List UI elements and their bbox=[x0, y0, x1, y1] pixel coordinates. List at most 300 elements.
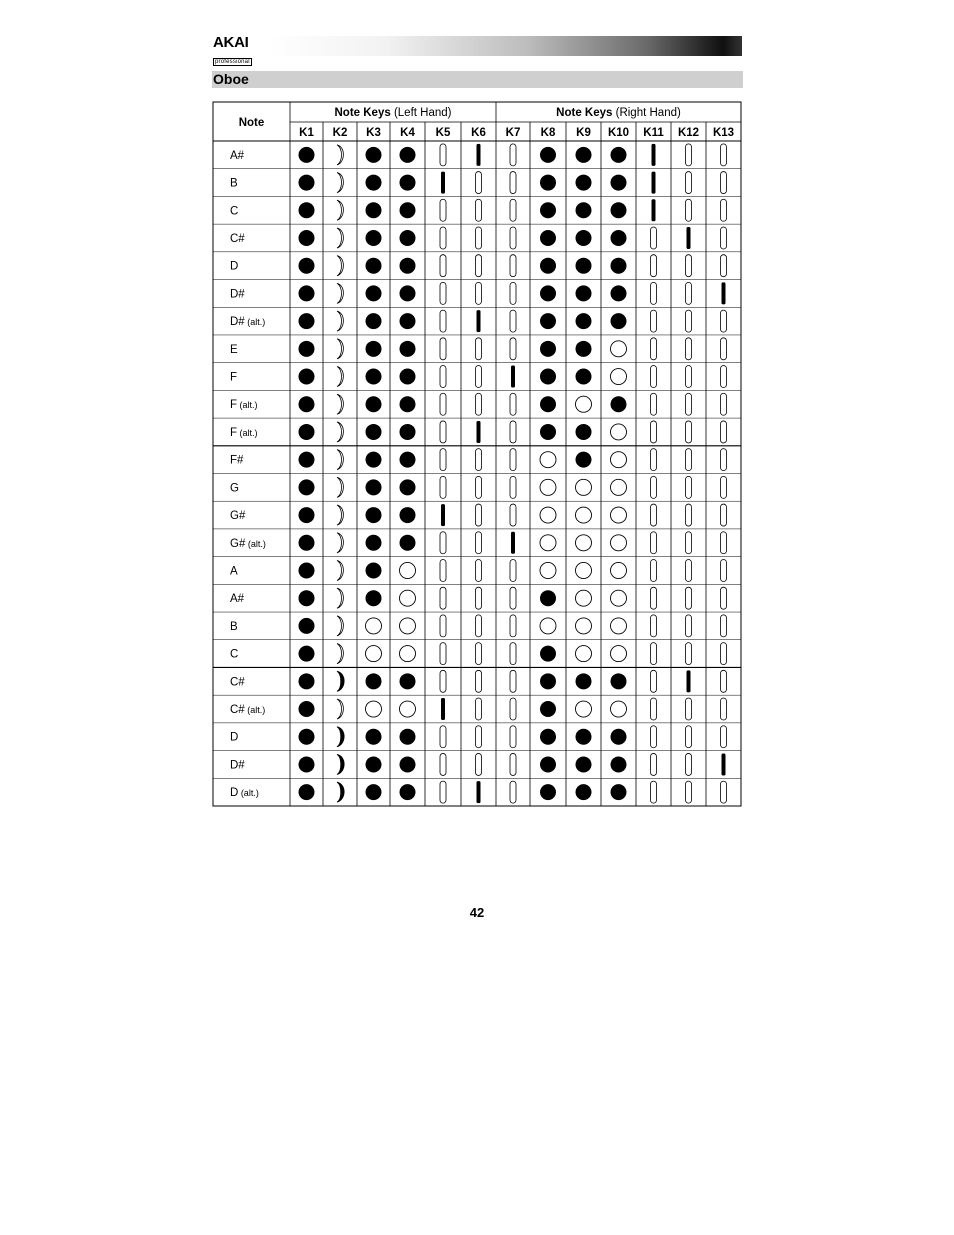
row-21-k10-open-circle bbox=[611, 701, 627, 717]
row-8-k5-open-pill bbox=[440, 338, 446, 360]
row-19-k11-open-pill bbox=[651, 643, 657, 665]
row-8-k8-filled-circle bbox=[540, 341, 556, 357]
row-21-k1-filled-circle bbox=[299, 701, 315, 717]
row-24-k12-open-pill bbox=[686, 781, 692, 803]
row-18-k13-open-pill bbox=[721, 615, 727, 637]
row-9-k6-open-pill bbox=[476, 366, 482, 388]
row-22-k5-open-pill bbox=[440, 726, 446, 748]
row-10-k5-open-pill bbox=[440, 393, 446, 415]
note-name: D bbox=[230, 260, 239, 273]
row-14-k4-filled-circle bbox=[400, 507, 416, 523]
row-17-k12-open-pill bbox=[686, 587, 692, 609]
row-7-k2-open-crescent bbox=[337, 311, 343, 331]
row-18-k4-open-circle bbox=[400, 618, 416, 634]
row-4-k11-open-pill bbox=[651, 227, 657, 249]
row-15-k11-open-pill bbox=[651, 532, 657, 554]
row-18-k9-open-circle bbox=[576, 618, 592, 634]
row-16-k6-open-pill bbox=[476, 559, 482, 581]
row-22-k3-filled-circle bbox=[366, 729, 382, 745]
row-8-k6-open-pill bbox=[476, 338, 482, 360]
row-1-k7-open-pill bbox=[510, 144, 516, 166]
row-13-k5-open-pill bbox=[440, 476, 446, 498]
row-10-k1-filled-circle bbox=[299, 396, 315, 412]
row-4-k10-filled-circle bbox=[611, 230, 627, 246]
row-9-k10-open-circle bbox=[611, 369, 627, 385]
row-18-k6-open-pill bbox=[476, 615, 482, 637]
row-15-k2-open-crescent bbox=[337, 533, 343, 553]
row-16-k13-open-pill bbox=[721, 559, 727, 581]
row-1-k13-open-pill bbox=[721, 144, 727, 166]
key-header-k1: K1 bbox=[299, 127, 314, 139]
row-18-k12-open-pill bbox=[686, 615, 692, 637]
logo-brand: AKAI bbox=[213, 34, 249, 51]
note-name: D# bbox=[230, 316, 245, 329]
note-alt-label: (alt.) bbox=[245, 538, 266, 549]
note-header: Note bbox=[238, 117, 265, 129]
row-4-k9-filled-circle bbox=[576, 230, 592, 246]
row-21-k11-open-pill bbox=[651, 698, 657, 720]
row-10-k10-filled-circle bbox=[611, 396, 627, 412]
row-14-k7-open-pill bbox=[510, 504, 516, 526]
row-9-k1-filled-circle bbox=[299, 369, 315, 385]
row-12-k3-filled-circle bbox=[366, 452, 382, 468]
row-20-k3-filled-circle bbox=[366, 673, 382, 689]
row-1-k1-filled-circle bbox=[299, 147, 315, 163]
row-16-k8-open-circle bbox=[540, 562, 556, 578]
note-alt-label: (alt.) bbox=[244, 317, 266, 328]
row-5-k10-filled-circle bbox=[611, 258, 627, 274]
row-19-k1-filled-circle bbox=[299, 646, 315, 662]
row-7-k9-filled-circle bbox=[576, 313, 592, 329]
row-1-k2-open-crescent bbox=[337, 145, 343, 165]
row-6-k11-open-pill bbox=[651, 282, 657, 304]
note-label-row-23 bbox=[230, 759, 245, 771]
row-15-k3-filled-circle bbox=[366, 535, 382, 551]
row-8-k10-open-circle bbox=[611, 341, 627, 357]
row-12-k5-open-pill bbox=[440, 449, 446, 471]
note-name: D# bbox=[230, 288, 245, 301]
row-10-k8-filled-circle bbox=[540, 396, 556, 412]
row-11-k7-open-pill bbox=[510, 421, 516, 443]
row-6-k6-open-pill bbox=[476, 282, 482, 304]
row-12-k1-filled-circle bbox=[299, 452, 315, 468]
row-17-k5-open-pill bbox=[440, 587, 446, 609]
row-24-k11-open-pill bbox=[651, 781, 657, 803]
note-alt-label: (alt.) bbox=[237, 400, 258, 411]
row-20-k12-filled-bar bbox=[687, 670, 691, 692]
note-label-row-20 bbox=[230, 676, 245, 688]
key-header-k9: K9 bbox=[576, 127, 591, 139]
row-12-k13-open-pill bbox=[721, 449, 727, 471]
row-5-k9-filled-circle bbox=[576, 258, 592, 274]
row-14-k5-filled-bar bbox=[441, 504, 445, 526]
row-7-k6-filled-bar bbox=[477, 310, 481, 332]
note-name: E bbox=[230, 343, 238, 356]
row-22-k8-filled-circle bbox=[540, 729, 556, 745]
row-8-k7-open-pill bbox=[510, 338, 516, 360]
note-label-row-8 bbox=[230, 344, 238, 356]
row-2-k12-open-pill bbox=[686, 172, 692, 194]
row-15-k12-open-pill bbox=[686, 532, 692, 554]
row-4-k7-open-pill bbox=[510, 227, 516, 249]
row-16-k11-open-pill bbox=[651, 559, 657, 581]
row-9-k8-filled-circle bbox=[540, 369, 556, 385]
row-9-k13-open-pill bbox=[721, 366, 727, 388]
row-22-k4-filled-circle bbox=[400, 729, 416, 745]
row-18-k3-open-circle bbox=[366, 618, 382, 634]
row-19-k3-open-circle bbox=[366, 646, 382, 662]
row-22-k9-filled-circle bbox=[576, 729, 592, 745]
row-11-k12-open-pill bbox=[686, 421, 692, 443]
row-24-k1-filled-circle bbox=[299, 784, 315, 800]
note-label-row-13 bbox=[230, 482, 239, 494]
row-4-k13-open-pill bbox=[721, 227, 727, 249]
note-name: D bbox=[230, 787, 239, 800]
row-15-k6-open-pill bbox=[476, 532, 482, 554]
row-12-k11-open-pill bbox=[651, 449, 657, 471]
row-19-k6-open-pill bbox=[476, 643, 482, 665]
key-header-k6: K6 bbox=[471, 127, 486, 139]
row-18-k5-open-pill bbox=[440, 615, 446, 637]
row-7-k8-filled-circle bbox=[540, 313, 556, 329]
row-17-k8-filled-circle bbox=[540, 590, 556, 606]
note-alt-label: (alt.) bbox=[244, 705, 266, 716]
row-4-k6-open-pill bbox=[476, 227, 482, 249]
row-7-k5-open-pill bbox=[440, 310, 446, 332]
note-name: G bbox=[230, 482, 239, 495]
row-2-k13-open-pill bbox=[721, 172, 727, 194]
row-15-k4-filled-circle bbox=[400, 535, 416, 551]
row-20-k2-filled-crescent bbox=[337, 671, 344, 691]
row-7-k13-open-pill bbox=[721, 310, 727, 332]
key-header-k4: K4 bbox=[400, 127, 415, 139]
row-5-k4-filled-circle bbox=[400, 258, 416, 274]
note-name: F# bbox=[230, 454, 244, 467]
row-5-k5-open-pill bbox=[440, 255, 446, 277]
row-18-k8-open-circle bbox=[540, 618, 556, 634]
row-2-k3-filled-circle bbox=[366, 175, 382, 191]
note-name: A# bbox=[230, 149, 245, 162]
row-6-k1-filled-circle bbox=[299, 285, 315, 301]
note-label-row-17 bbox=[230, 593, 245, 605]
right-hand-header-rest: (Right Hand) bbox=[612, 107, 681, 119]
row-5-k8-filled-circle bbox=[540, 258, 556, 274]
row-10-k11-open-pill bbox=[651, 393, 657, 415]
row-2-k11-filled-bar bbox=[652, 172, 656, 194]
note-name: F bbox=[230, 399, 238, 412]
row-6-k3-filled-circle bbox=[366, 285, 382, 301]
row-1-k6-filled-bar bbox=[477, 144, 481, 166]
note-label-row-16 bbox=[230, 565, 238, 577]
row-6-k7-open-pill bbox=[510, 282, 516, 304]
row-6-k10-filled-circle bbox=[611, 285, 627, 301]
row-17-k11-open-pill bbox=[651, 587, 657, 609]
row-11-k2-open-crescent bbox=[337, 422, 343, 442]
row-11-k10-open-circle bbox=[611, 424, 627, 440]
row-16-k9-open-circle bbox=[576, 562, 592, 578]
row-3-k7-open-pill bbox=[510, 199, 516, 221]
row-11-k6-filled-bar bbox=[477, 421, 481, 443]
row-22-k13-open-pill bbox=[721, 726, 727, 748]
row-21-k3-open-circle bbox=[366, 701, 382, 717]
row-15-k7-filled-bar bbox=[511, 532, 515, 554]
row-6-k12-open-pill bbox=[686, 282, 692, 304]
row-17-k2-open-crescent bbox=[337, 588, 343, 608]
key-header-k12: K12 bbox=[677, 127, 700, 139]
row-3-k13-open-pill bbox=[721, 199, 727, 221]
row-2-k1-filled-circle bbox=[299, 175, 315, 191]
row-12-k7-open-pill bbox=[510, 449, 516, 471]
left-hand-header bbox=[335, 107, 452, 119]
row-11-k11-open-pill bbox=[651, 421, 657, 443]
note-name: C# bbox=[230, 676, 245, 689]
row-13-k9-open-circle bbox=[576, 479, 592, 495]
note-label-row-21 bbox=[230, 704, 265, 716]
row-17-k10-open-circle bbox=[611, 590, 627, 606]
row-2-k4-filled-circle bbox=[400, 175, 416, 191]
row-8-k4-filled-circle bbox=[400, 341, 416, 357]
note-name: C# bbox=[230, 704, 245, 717]
note-name: C# bbox=[230, 232, 245, 245]
row-14-k13-open-pill bbox=[721, 504, 727, 526]
row-14-k3-filled-circle bbox=[366, 507, 382, 523]
row-2-k5-filled-bar bbox=[441, 172, 445, 194]
row-11-k4-filled-circle bbox=[400, 424, 416, 440]
row-10-k2-open-crescent bbox=[337, 394, 343, 414]
row-1-k9-filled-circle bbox=[576, 147, 592, 163]
row-13-k6-open-pill bbox=[476, 476, 482, 498]
note-label-row-7 bbox=[230, 316, 265, 328]
row-20-k9-filled-circle bbox=[576, 673, 592, 689]
row-3-k6-open-pill bbox=[476, 199, 482, 221]
note-name: G# bbox=[230, 537, 246, 550]
row-11-k3-filled-circle bbox=[366, 424, 382, 440]
row-12-k12-open-pill bbox=[686, 449, 692, 471]
row-10-k6-open-pill bbox=[476, 393, 482, 415]
note-label-row-18 bbox=[230, 621, 238, 633]
note-name: A# bbox=[230, 593, 245, 606]
row-17-k3-filled-circle bbox=[366, 590, 382, 606]
row-10-k9-open-circle bbox=[576, 396, 592, 412]
note-label-row-9 bbox=[230, 372, 237, 384]
logo-subtext: professional bbox=[215, 59, 250, 65]
row-17-k4-open-circle bbox=[400, 590, 416, 606]
row-16-k5-open-pill bbox=[440, 559, 446, 581]
note-name: B bbox=[230, 177, 238, 190]
row-1-k4-filled-circle bbox=[400, 147, 416, 163]
row-6-k5-open-pill bbox=[440, 282, 446, 304]
row-1-k5-open-pill bbox=[440, 144, 446, 166]
right-hand-header bbox=[556, 107, 681, 119]
note-name: G# bbox=[230, 510, 246, 523]
row-20-k1-filled-circle bbox=[299, 673, 315, 689]
note-name: B bbox=[230, 620, 238, 633]
row-7-k7-open-pill bbox=[510, 310, 516, 332]
note-name: A bbox=[230, 565, 238, 578]
row-16-k10-open-circle bbox=[611, 562, 627, 578]
row-4-k8-filled-circle bbox=[540, 230, 556, 246]
row-19-k13-open-pill bbox=[721, 643, 727, 665]
row-21-k12-open-pill bbox=[686, 698, 692, 720]
row-4-k12-filled-bar bbox=[687, 227, 691, 249]
key-header-k11: K11 bbox=[643, 127, 664, 139]
row-20-k8-filled-circle bbox=[540, 673, 556, 689]
row-7-k11-open-pill bbox=[651, 310, 657, 332]
row-13-k1-filled-circle bbox=[299, 479, 315, 495]
row-7-k3-filled-circle bbox=[366, 313, 382, 329]
row-6-k8-filled-circle bbox=[540, 285, 556, 301]
row-5-k12-open-pill bbox=[686, 255, 692, 277]
row-5-k1-filled-circle bbox=[299, 258, 315, 274]
row-12-k4-filled-circle bbox=[400, 452, 416, 468]
row-15-k9-open-circle bbox=[576, 535, 592, 551]
row-14-k8-open-circle bbox=[540, 507, 556, 523]
note-label-row-15 bbox=[230, 538, 266, 550]
row-24-k10-filled-circle bbox=[611, 784, 627, 800]
row-23-k13-filled-bar bbox=[722, 753, 726, 775]
row-13-k11-open-pill bbox=[651, 476, 657, 498]
row-3-k11-filled-bar bbox=[652, 199, 656, 221]
note-label-row-19 bbox=[230, 649, 238, 661]
row-6-k9-filled-circle bbox=[576, 285, 592, 301]
row-21-k13-open-pill bbox=[721, 698, 727, 720]
row-8-k1-filled-circle bbox=[299, 341, 315, 357]
row-7-k4-filled-circle bbox=[400, 313, 416, 329]
row-20-k7-open-pill bbox=[510, 670, 516, 692]
note-name: C bbox=[230, 648, 239, 661]
row-5-k2-open-crescent bbox=[337, 256, 343, 276]
row-8-k9-filled-circle bbox=[576, 341, 592, 357]
row-15-k8-open-circle bbox=[540, 535, 556, 551]
row-24-k8-filled-circle bbox=[540, 784, 556, 800]
row-12-k9-filled-circle bbox=[576, 452, 592, 468]
row-16-k7-open-pill bbox=[510, 559, 516, 581]
row-19-k9-open-circle bbox=[576, 646, 592, 662]
row-23-k7-open-pill bbox=[510, 753, 516, 775]
row-3-k10-filled-circle bbox=[611, 202, 627, 218]
row-5-k3-filled-circle bbox=[366, 258, 382, 274]
row-19-k7-open-pill bbox=[510, 643, 516, 665]
note-label-row-2 bbox=[230, 178, 238, 190]
row-23-k3-filled-circle bbox=[366, 756, 382, 772]
row-1-k8-filled-circle bbox=[540, 147, 556, 163]
row-8-k12-open-pill bbox=[686, 338, 692, 360]
row-2-k2-open-crescent bbox=[337, 173, 343, 193]
row-4-k1-filled-circle bbox=[299, 230, 315, 246]
row-1-k12-open-pill bbox=[686, 144, 692, 166]
row-24-k9-filled-circle bbox=[576, 784, 592, 800]
row-1-k11-filled-bar bbox=[652, 144, 656, 166]
row-23-k9-filled-circle bbox=[576, 756, 592, 772]
section-title: Oboe bbox=[213, 71, 249, 87]
note-label-row-6 bbox=[230, 288, 245, 300]
row-14-k1-filled-circle bbox=[299, 507, 315, 523]
key-header-k3: K3 bbox=[366, 127, 381, 139]
note-label-row-11 bbox=[230, 427, 258, 439]
row-21-k6-open-pill bbox=[476, 698, 482, 720]
row-14-k9-open-circle bbox=[576, 507, 592, 523]
row-23-k4-filled-circle bbox=[400, 756, 416, 772]
row-9-k2-open-crescent bbox=[337, 367, 343, 387]
row-2-k7-open-pill bbox=[510, 172, 516, 194]
row-24-k13-open-pill bbox=[721, 781, 727, 803]
row-9-k9-filled-circle bbox=[576, 369, 592, 385]
row-23-k5-open-pill bbox=[440, 753, 446, 775]
row-8-k2-open-crescent bbox=[337, 339, 343, 359]
row-7-k12-open-pill bbox=[686, 310, 692, 332]
row-23-k10-filled-circle bbox=[611, 756, 627, 772]
key-header-k7: K7 bbox=[505, 127, 521, 139]
row-21-k7-open-pill bbox=[510, 698, 516, 720]
row-21-k4-open-circle bbox=[400, 701, 416, 717]
row-19-k12-open-pill bbox=[686, 643, 692, 665]
note-name: D# bbox=[230, 759, 245, 772]
row-18-k11-open-pill bbox=[651, 615, 657, 637]
row-24-k6-filled-bar bbox=[477, 781, 481, 803]
row-3-k3-filled-circle bbox=[366, 202, 382, 218]
row-17-k9-open-circle bbox=[576, 590, 592, 606]
row-9-k4-filled-circle bbox=[400, 369, 416, 385]
row-20-k6-open-pill bbox=[476, 670, 482, 692]
row-13-k13-open-pill bbox=[721, 476, 727, 498]
note-name: F bbox=[230, 371, 238, 384]
row-16-k1-filled-circle bbox=[299, 562, 315, 578]
row-6-k4-filled-circle bbox=[400, 285, 416, 301]
row-9-k3-filled-circle bbox=[366, 369, 382, 385]
row-8-k3-filled-circle bbox=[366, 341, 382, 357]
row-20-k10-filled-circle bbox=[611, 673, 627, 689]
row-16-k4-open-circle bbox=[400, 562, 416, 578]
row-1-k3-filled-circle bbox=[366, 147, 382, 163]
note-name: D bbox=[230, 731, 239, 744]
key-header-k5: K5 bbox=[435, 127, 451, 139]
row-17-k1-filled-circle bbox=[299, 590, 315, 606]
row-10-k7-open-pill bbox=[510, 393, 516, 415]
row-5-k7-open-pill bbox=[510, 255, 516, 277]
row-19-k10-open-circle bbox=[611, 646, 627, 662]
row-20-k11-open-pill bbox=[651, 670, 657, 692]
note-label-row-1 bbox=[230, 150, 245, 162]
row-12-k10-open-circle bbox=[611, 452, 627, 468]
page-number: 42 bbox=[469, 905, 485, 920]
row-22-k6-open-pill bbox=[476, 726, 482, 748]
row-6-k2-open-crescent bbox=[337, 283, 343, 303]
row-23-k11-open-pill bbox=[651, 753, 657, 775]
right-hand-header-bold: Note Keys bbox=[556, 107, 613, 119]
row-14-k6-open-pill bbox=[476, 504, 482, 526]
row-4-k3-filled-circle bbox=[366, 230, 382, 246]
key-header-k13: K13 bbox=[712, 127, 735, 139]
row-17-k7-open-pill bbox=[510, 587, 516, 609]
row-17-k6-open-pill bbox=[476, 587, 482, 609]
left-hand-header-rest: (Left Hand) bbox=[390, 107, 452, 119]
row-11-k13-open-pill bbox=[721, 421, 727, 443]
row-23-k2-filled-crescent bbox=[337, 754, 344, 774]
row-24-k5-open-pill bbox=[440, 781, 446, 803]
note-alt-label: (alt.) bbox=[237, 427, 258, 438]
row-3-k4-filled-circle bbox=[400, 202, 416, 218]
row-18-k10-open-circle bbox=[611, 618, 627, 634]
row-18-k2-open-crescent bbox=[337, 616, 343, 636]
row-16-k3-filled-circle bbox=[366, 562, 382, 578]
row-22-k7-open-pill bbox=[510, 726, 516, 748]
row-11-k5-open-pill bbox=[440, 421, 446, 443]
row-10-k12-open-pill bbox=[686, 393, 692, 415]
row-5-k6-open-pill bbox=[476, 255, 482, 277]
row-24-k4-filled-circle bbox=[400, 784, 416, 800]
row-24-k7-open-pill bbox=[510, 781, 516, 803]
row-3-k5-open-pill bbox=[440, 199, 446, 221]
